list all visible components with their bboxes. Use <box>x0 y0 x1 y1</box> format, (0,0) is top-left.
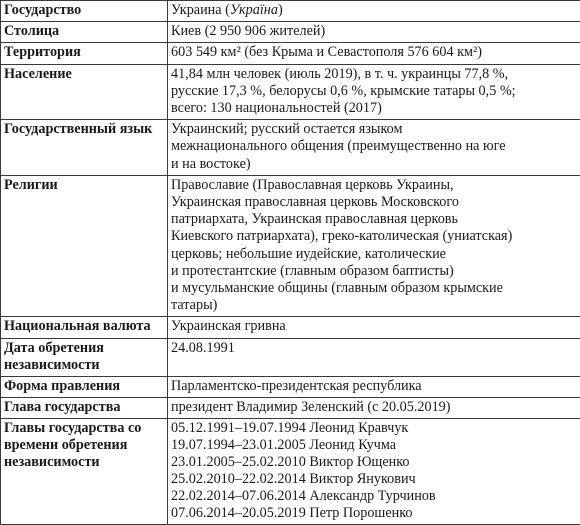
row-value <box>168 338 580 376</box>
row-heads-history <box>1 419 580 525</box>
label-line: независимости <box>4 357 163 374</box>
value-line: президент Владимир Зеленский (с 20.05.2019) <box>171 399 576 416</box>
row-label <box>1 22 168 43</box>
value-line: 25.02.2010–22.02.2014 Виктор Янукович <box>171 471 576 488</box>
value-line: 19.07.1994–23.01.2005 Леонид Кучма <box>171 437 576 454</box>
row-label <box>1 338 168 376</box>
label-line: Государственный язык <box>4 121 163 138</box>
row-value <box>168 64 580 120</box>
row-value <box>168 175 580 317</box>
row-value <box>168 22 580 43</box>
value-line: 603 549 км² (без Крыма и Севастополя 576 604 км²) <box>171 44 576 61</box>
row-value <box>168 120 580 176</box>
label-line: Религии <box>4 177 163 194</box>
row-country <box>1 1 580 22</box>
row-independence <box>1 338 580 376</box>
value-line: и мусульманские общины (главным образом крымские <box>171 280 576 297</box>
value-line: Киевского патриархата), греко-католическая (униатская) <box>171 228 576 245</box>
label-line: времени обретения <box>4 437 163 454</box>
row-religion <box>1 175 580 317</box>
row-label <box>1 398 168 419</box>
value-line: Киев (2 950 906 жителей) <box>171 23 576 40</box>
label-line: Национальная валюта <box>4 318 163 335</box>
value-line: 41,84 млн человек (июль 2019), в т. ч. украинцы 77,8 %, <box>171 66 576 83</box>
row-label <box>1 1 168 22</box>
row-label <box>1 43 168 64</box>
row-language <box>1 120 580 176</box>
label-line: Территория <box>4 44 163 61</box>
label-line: Главы государства со <box>4 420 163 437</box>
value-line: Украинская гривна <box>171 318 576 335</box>
label-line: Дата обретения <box>4 340 163 357</box>
value-line: Украина (Україна) <box>171 2 576 19</box>
row-capital <box>1 22 580 43</box>
value-line: всего: 130 национальностей (2017) <box>171 100 576 117</box>
value-line: и на востоке) <box>171 156 576 173</box>
label-line: Население <box>4 66 163 83</box>
value-line: патриархата, Украинская православная церковь <box>171 211 576 228</box>
value-line: татары) <box>171 297 576 314</box>
row-territory <box>1 43 580 64</box>
native-name: Україна <box>230 2 278 18</box>
row-currency <box>1 317 580 338</box>
value-line: и протестантские (главным образом баптисты) <box>171 263 576 280</box>
value-line: русские 17,3 %, белорусы 0,6 %, крымские татары 0,5 %; <box>171 83 576 100</box>
label-line: независимости <box>4 454 163 471</box>
row-label <box>1 377 168 398</box>
label-line: Столица <box>4 23 163 40</box>
row-label <box>1 175 168 317</box>
row-value <box>168 419 580 525</box>
row-value <box>168 317 580 338</box>
row-label <box>1 419 168 525</box>
row-label <box>1 64 168 120</box>
value-line: Парламентско-президентская республика <box>171 378 576 395</box>
value-line: 05.12.1991–19.07.1994 Леонид Кравчук <box>171 420 576 437</box>
row-value <box>168 1 580 22</box>
value-line: 22.02.2014–07.06.2014 Александр Турчинов <box>171 488 576 505</box>
row-population <box>1 64 580 120</box>
label-line: Государство <box>4 2 163 19</box>
row-value <box>168 43 580 64</box>
value-line: межнационального общения (преимущественно на юге <box>171 138 576 155</box>
row-label <box>1 120 168 176</box>
value-line: Украинская православная церковь Московского <box>171 194 576 211</box>
value-line: 24.08.1991 <box>171 340 576 357</box>
label-line: Форма правления <box>4 378 163 395</box>
row-value <box>168 377 580 398</box>
value-line: Православие (Православная церковь Украины, <box>171 177 576 194</box>
row-label <box>1 317 168 338</box>
value-line: 23.01.2005–25.02.2010 Виктор Ющенко <box>171 454 576 471</box>
row-head <box>1 398 580 419</box>
row-government <box>1 377 580 398</box>
label-line: Глава государства <box>4 399 163 416</box>
row-value <box>168 398 580 419</box>
value-line: Украинский; русский остается языком <box>171 121 576 138</box>
value-line: церковь; небольшие иудейские, католические <box>171 246 576 263</box>
value-line: 07.06.2014–20.05.2019 Петр Порошенко <box>171 505 576 522</box>
